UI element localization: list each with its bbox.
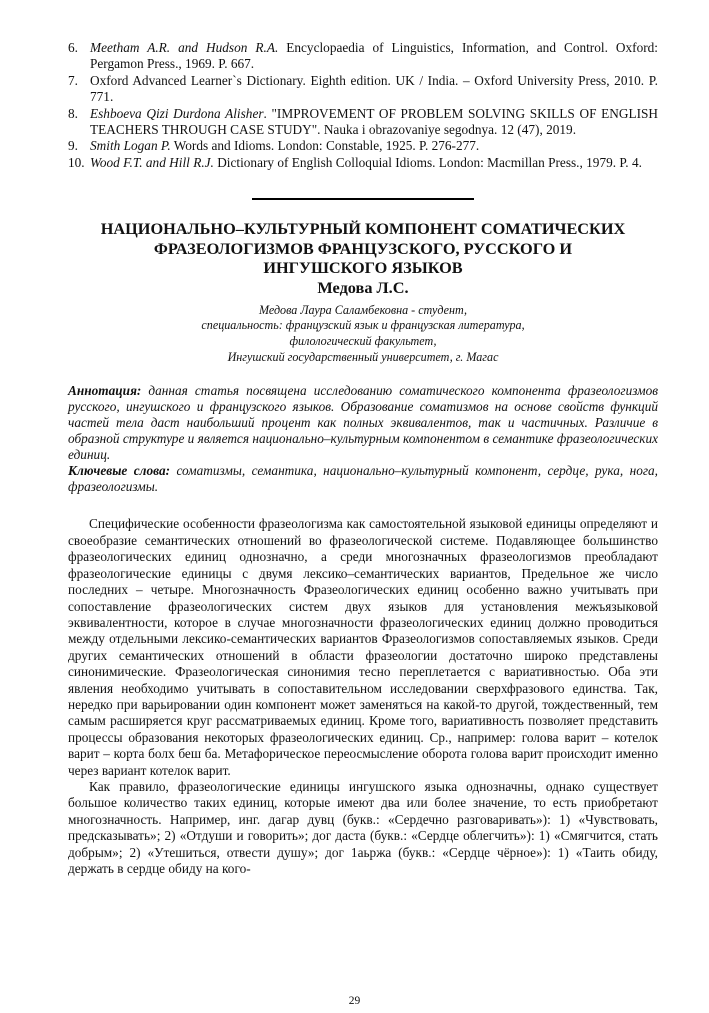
affiliation-line: специальность: французский язык и французская литература,: [201, 318, 525, 333]
page: [68, 40, 658, 877]
title-line: ФРАЗЕОЛОГИЗМОВ ФРАНЦУЗСКОГО, РУССКОГО И: [153, 238, 573, 258]
affiliation-line: Медова Лаура Саламбековна - студент,: [258, 302, 468, 317]
reference-number: 10.: [68, 154, 85, 170]
reference-number: 6.: [68, 40, 78, 55]
abstract: [68, 383, 658, 463]
title-line: ИНГУШСКОГО ЯЗЫКОВ: [263, 258, 463, 278]
title-line: НАЦИОНАЛЬНО–КУЛЬТУРНЫЙ КОМПОНЕНТ СОМАТИЧЕСКИХ: [100, 219, 626, 239]
reference-text: Words and Idioms. London: Constable, 1925. P. 276-277.: [170, 138, 480, 154]
keywords: [68, 463, 658, 495]
reference-authors: Wood F.T. and Hill R.J.: [90, 154, 214, 170]
reference-authors: Eshboeva Qizi Durdona Alisher: [90, 105, 264, 121]
reference-item: [68, 40, 658, 73]
reference-authors: Meetham A.R. and Hudson R.A.: [90, 40, 279, 55]
body-paragraph: Как правило, фразеологические единицы ингушского языка однозначны, однако существует большое количество таких единиц, которые имеют два или более значение, то есть приобретают многозначность. Например, инг. дагар дувц (букв.: «Сердечно разговаривать»): 1) «Чувствовать, предсказывать»; 2) «Отдуши и говорить»; дог даста (букв.: «Сердце облегчить»): 1) «Смягчится, стать добрым»; 2) «Утешиться, отвести душу»; дог 1аьржа (букв.: «Сердце чёрное»): 1) «Таить обиду, держать в сердце обиду на кого-: [68, 778, 658, 876]
affiliation-line: Ингушский государственный университет, г. Магас: [227, 349, 499, 364]
reference-item: [68, 106, 658, 139]
keywords-label: Ключевые слова:: [68, 462, 171, 478]
reference-authors: Smith Logan P.: [90, 138, 171, 154]
body-paragraph: Специфические особенности фразеологизма как самостоятельной языковой единицы определяют и своеобразие семантических отношений во фразеологической системе. Подавляющее большинство фразеологических единиц однозначно, а среди многозначных фразеологизмов преобладают фразеологические единицы с двумя лексико–семантических вариантов, Предельное же число последних – четыре. Многозначность Фразеологических единиц особенно важно учитывать при сопоставление фразеологических систем двух языков для установления межъязыковой эквивалентности, которое в случае многозначности фразеологических единиц должно проводиться между отдельными лексико-семантических вариантов Фразеологизмов сопоставляемых языков. Среди других семантических отношений в области фразеологии достаточно широко представлены синонимические. Фразеологическая синонимия тесно переплетается с вариативностью. Оба эти явления необходимо учитывать в сопоставительном исследовании сверхфразового единства. Так, нередко при варьировании один компонент может заменяться на какой-то другой, тождественный, тем самым расширяется круг рассматриваемых единиц. Кроме того, вариативность позволяет представить процессы образования некоторых фразеологических единиц. Ср., например: голова варит – котелок варит – корта болх беш ба. Метафорическое переосмысление оборота голова варит происходит именно через вариант котелок варит.: [68, 516, 658, 778]
section-divider: [252, 198, 474, 200]
author-affiliation: [68, 303, 658, 365]
reference-number: 7.: [68, 72, 78, 88]
abstract-label: Аннотация:: [68, 383, 142, 399]
reference-item: [68, 73, 658, 106]
article-body: [68, 516, 658, 877]
reference-text: . "IMPROVEMENT OF PROBLEM SOLVING SKILLS OF ENGLISH TEACHERS THROUGH CASE STUDY". Nauka i obrazovaniye segodnya. 12 (47), 2019.: [90, 105, 659, 138]
reference-text: Oxford Advanced Learner`s Dictionary. Eighth edition. UK / India. – Oxford University Press, 2010. P. 771.: [90, 72, 658, 105]
article-author: Медова Л.С.: [317, 277, 409, 297]
reference-number: 8.: [68, 105, 78, 121]
reference-item: [68, 138, 658, 154]
abstract-text: данная статья посвящена исследованию соматического компонента фразеологизмов русского, ингушского и французского языков. Образование соматизмов на основе свойств функций частей тела даст наибольший процент как полных эквивалентов, так и частичных. Различие в образной структуре и является национально–культурным компонентом в семантике фразеологических единиц.: [68, 383, 658, 462]
keywords-text: соматизмы, семантика, национально–культурный компонент, сердце, рука, нога, фразеологизмы.: [68, 462, 659, 494]
reference-text: Dictionary of English Colloquial Idioms. London: Macmillan Press., 1979. P. 4.: [213, 154, 642, 170]
reference-list: [68, 40, 658, 171]
affiliation-line: филологический факультет,: [289, 333, 437, 348]
reference-item: [68, 155, 658, 171]
article-title: [68, 219, 658, 278]
reference-text: Encyclopaedia of Linguistics, Information, and Control. Oxford: Pergamon Press., 1969. P. 667.: [90, 40, 658, 72]
abstract-block: [68, 383, 658, 494]
reference-number: 9.: [68, 138, 78, 154]
page-number: 29: [348, 995, 361, 1007]
